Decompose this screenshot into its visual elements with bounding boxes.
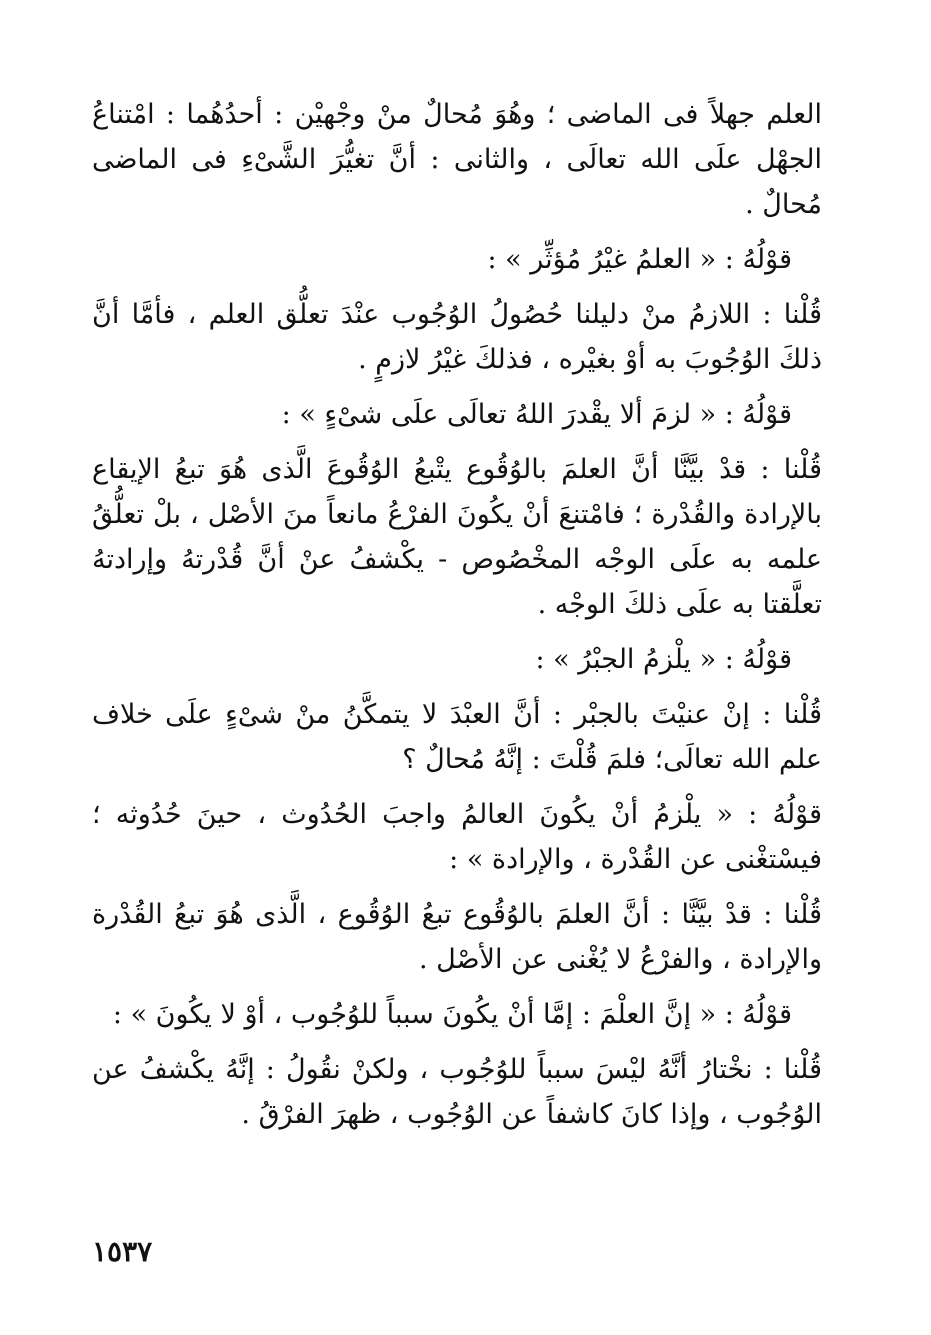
paragraph-1: العلم جهلاً فى الماضى ؛ وهُوَ مُحالٌ منْ وجْهيْن : أحدُهُما : امْتناعُ الجهْل علَى الله تعالَى ، والثانى : أنَّ تغيُّرَ الشَّىْءِ فى الماضى مُحالٌ .: [92, 99, 822, 220]
paragraph-8: قوْلُهُ : « يلْزمُ أنْ يكُونَ العالمُ واجبَ الحُدُوث ، حينَ حُدُوثه ؛ فيسْتغْنى عن القُدْرة ، والإرادة » :: [92, 799, 822, 875]
paragraph-2: قوْلُهُ : « العلمُ غيْرُ مُؤثِّر » :: [487, 244, 792, 275]
page-number: ١٥٣٧: [92, 1235, 153, 1268]
paragraph-11: قُلْنا : نخْتارُ أنَّهُ ليْسَ سبباً للوُجُوب ، ولكنْ نقُولُ : إنَّهُ يكْشفُ عن الوُجُوب ، وإذا كانَ كاشفاً عن الوُجُوب ، ظهرَ الفرْقُ .: [92, 1054, 822, 1130]
paragraph-4: قوْلُهُ : « لزمَ ألا يقْدرَ اللهُ تعالَى علَى شىْءٍ » :: [281, 399, 792, 430]
paragraph-9: قُلْنا : قدْ بيَّنَّا : أنَّ العلمَ بالوُقُوع تبعُ الوُقُوع ، الَّذى هُوَ تبعُ القُدْرة والإرادة ، والفرْعُ لا يُغْنى عن الأصْل .: [92, 899, 822, 975]
page-body: [92, 92, 822, 1242]
paragraph-3: قُلْنا : اللازمُ منْ دليلنا حُصُولُ الوُجُوب عنْدَ تعلُّق العلم ، فأمَّا أنَّ ذلكَ الوُجُوبَ به أوْ بغيْره ، فذلكَ غيْرُ لازمٍ .: [92, 299, 822, 375]
paragraph-6: قوْلُهُ : « يلْزمُ الجبْرُ » :: [535, 644, 792, 675]
paragraph-5: قُلْنا : قدْ بيَّنَّا أنَّ العلمَ بالوُقُوع يتْبعُ الوُقُوعَ الَّذى هُوَ تبعُ الإيقاع بالإرادة والقُدْرة ؛ فامْتنعَ أنْ يكُونَ الفرْعُ مانعاً منَ الأصْل ، بلْ تعلُّقُ علمه به علَى الوجْه المخْصُوص - يكْشفُ عنْ أنَّ قُدْرتهُ وإرادتهُ تعلَّقتا به علَى ذلكَ الوجْه .: [92, 454, 822, 620]
paragraph-10: قوْلُهُ : « إنَّ العلْمَ : إمَّا أنْ يكُونَ سبباً للوُجُوب ، أوْ لا يكُونَ » :: [112, 999, 792, 1030]
paragraph-7: قُلْنا : إنْ عنيْتَ بالجبْر : أنَّ العبْدَ لا يتمكَّنُ منْ شىْءٍ علَى خلاف علم الله تعالَى؛ فلمَ قُلْتَ : إنَّهُ مُحالٌ ؟: [92, 699, 822, 775]
